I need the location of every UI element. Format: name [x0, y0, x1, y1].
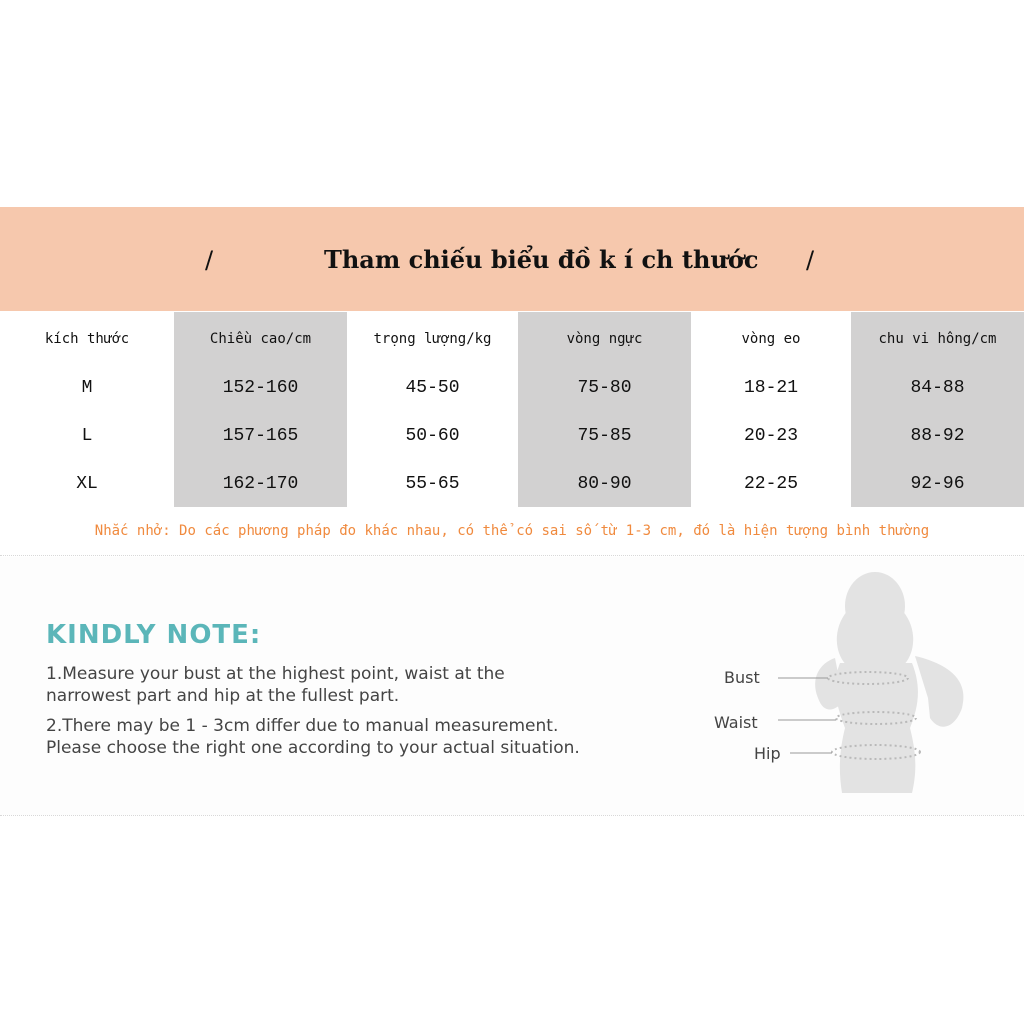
note-line: narrowest part and hip at the fullest part. [46, 686, 400, 706]
table-cell: 50-60 [405, 426, 460, 446]
table-cell: 92-96 [910, 474, 965, 494]
table-cell: 80-90 [577, 474, 632, 494]
table-cell: 157-165 [222, 426, 299, 446]
table-cell: L [81, 426, 93, 446]
waist-label: Waist [714, 713, 758, 732]
body-measurement-figure [700, 568, 1000, 808]
note-line: 1.Measure your bust at the highest point, waist at the [46, 664, 505, 684]
table-cell: 75-80 [577, 378, 632, 398]
header-waist: vòng eo [741, 331, 801, 347]
table-cell: 18-21 [743, 378, 798, 398]
hip-label: Hip [754, 744, 781, 763]
note-line: Please choose the right one according to your actual situation. [46, 738, 580, 758]
header-height: Chiều cao/cm [209, 331, 312, 347]
measurement-reminder: Nhắc nhở: Do các phương pháp đo khác nhau, có thể có sai số từ 1-3 cm, đó là hiện tượng bình thường [94, 523, 930, 539]
header-size: kích thước [44, 331, 130, 347]
banner-slash-left: / [205, 246, 214, 274]
table-cell: M [81, 378, 93, 398]
table-cell: 162-170 [222, 474, 299, 494]
banner-slash-right: / [806, 246, 815, 274]
table-cell: 152-160 [222, 378, 299, 398]
table-cell: XL [76, 474, 98, 494]
table-cell: 75-85 [577, 426, 632, 446]
divider [0, 815, 1024, 818]
table-cell: 55-65 [405, 474, 460, 494]
page-title: Tham chiếu biểu đồ k í ch thước [324, 245, 759, 274]
kindly-note-title: KINDLY NOTE: [46, 620, 262, 650]
table-cell: 84-88 [910, 378, 965, 398]
note-line: 2.There may be 1 - 3cm differ due to manual measurement. [46, 716, 559, 736]
table-cell: 45-50 [405, 378, 460, 398]
table-cell: 22-25 [743, 474, 798, 494]
table-cell: 20-23 [743, 426, 798, 446]
bust-label: Bust [724, 668, 760, 687]
table-cell: 88-92 [910, 426, 965, 446]
header-hip: chu vi hông/cm [878, 331, 997, 347]
header-bust: vòng ngực [566, 331, 643, 347]
header-weight: trọng lượng/kg [373, 331, 492, 347]
